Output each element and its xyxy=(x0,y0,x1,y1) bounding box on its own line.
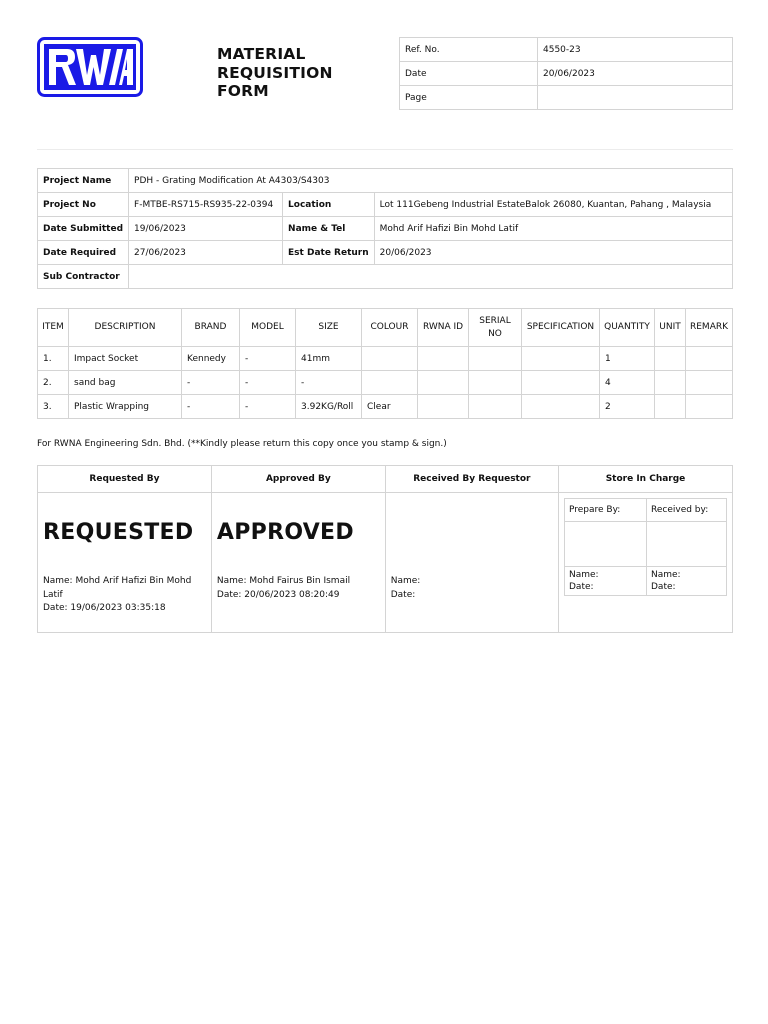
cell-remark xyxy=(686,395,733,419)
col-specification: SPECIFICATION xyxy=(522,309,600,347)
cell-item: 1. xyxy=(38,347,69,371)
store-table xyxy=(564,498,727,596)
prepare-by-label: Prepare By: xyxy=(565,499,647,522)
requested-info xyxy=(38,572,212,633)
date-required-value: 27/06/2023 xyxy=(129,241,283,265)
cell-size: 41mm xyxy=(296,347,362,371)
date-submitted-row xyxy=(38,217,733,241)
project-no-row xyxy=(38,193,733,217)
approved-name: Name: Mohd Fairus Bin Ismail xyxy=(216,576,351,586)
date-value: 20/06/2023 xyxy=(538,62,733,86)
cell-brand: - xyxy=(182,371,240,395)
received-by-details xyxy=(647,567,727,596)
date-label: Date xyxy=(400,62,538,86)
prepare-by-signature xyxy=(565,522,647,567)
received-info xyxy=(385,572,558,633)
page-row xyxy=(400,86,733,110)
cell-quantity: 1 xyxy=(600,347,655,371)
name-tel-value: Mohd Arif Hafizi Bin Mohd Latif xyxy=(374,217,732,241)
cell-brand: Kennedy xyxy=(182,347,240,371)
cell-remark xyxy=(686,347,733,371)
stamp-row xyxy=(38,493,733,573)
store-received-date: Date: xyxy=(651,582,676,592)
divider xyxy=(37,149,733,150)
col-brand: BRAND xyxy=(182,309,240,347)
form-title xyxy=(217,45,333,101)
sub-contractor-label: Sub Contractor xyxy=(38,265,129,289)
cell-specification xyxy=(522,347,600,371)
cell-item: 3. xyxy=(38,395,69,419)
approved-stamp: APPROVED xyxy=(211,493,385,573)
col-remark: REMARK xyxy=(686,309,733,347)
received-name: Name: xyxy=(390,576,421,586)
cell-quantity: 4 xyxy=(600,371,655,395)
ref-no-label: Ref. No. xyxy=(400,38,538,62)
cell-unit xyxy=(655,371,686,395)
cell-description: Plastic Wrapping xyxy=(69,395,182,419)
table-row xyxy=(38,347,733,371)
col-unit: UNIT xyxy=(655,309,686,347)
cell-unit xyxy=(655,347,686,371)
cell-serial-no xyxy=(469,347,522,371)
cell-model: - xyxy=(240,347,296,371)
location-value: Lot 111Gebeng Industrial EstateBalok 26080, Kuantan, Pahang , Malaysia xyxy=(374,193,732,217)
col-item: ITEM xyxy=(38,309,69,347)
cell-unit xyxy=(655,395,686,419)
cell-specification xyxy=(522,395,600,419)
company-logo xyxy=(37,37,143,97)
cell-serial-no xyxy=(469,395,522,419)
store-cell xyxy=(559,493,733,633)
cell-model: - xyxy=(240,395,296,419)
requested-by-header: Requested By xyxy=(38,466,212,493)
col-rwna-id: RWNA ID xyxy=(418,309,469,347)
store-header: Store In Charge xyxy=(559,466,733,493)
project-name-label: Project Name xyxy=(38,169,129,193)
date-row xyxy=(400,62,733,86)
signature-table xyxy=(37,465,733,633)
title-line-3: FORM xyxy=(217,82,269,100)
cell-brand: - xyxy=(182,395,240,419)
cell-model: - xyxy=(240,371,296,395)
ref-no-row xyxy=(400,38,733,62)
col-colour: COLOUR xyxy=(362,309,418,347)
cell-description: Impact Socket xyxy=(69,347,182,371)
approved-by-header: Approved By xyxy=(211,466,385,493)
title-line-2: REQUISITION xyxy=(217,63,333,82)
project-name-value: PDH - Grating Modification At A4303/S4303 xyxy=(129,169,733,193)
est-return-value: 20/06/2023 xyxy=(374,241,732,265)
requested-stamp: REQUESTED xyxy=(38,493,212,573)
store-received-name: Name: xyxy=(651,570,681,580)
return-note: For RWNA Engineering Sdn. Bhd. (**Kindly please return this copy once you stamp & sign.) xyxy=(37,439,447,449)
received-by-header: Received By Requestor xyxy=(385,466,558,493)
items-table xyxy=(37,308,733,419)
cell-item: 2. xyxy=(38,371,69,395)
approved-info xyxy=(211,572,385,633)
name-tel-label: Name & Tel xyxy=(283,217,375,241)
location-label: Location xyxy=(283,193,375,217)
date-submitted-label: Date Submitted xyxy=(38,217,129,241)
cell-size: 3.92KG/Roll xyxy=(296,395,362,419)
prepare-by-details xyxy=(565,567,647,596)
prepare-name: Name: xyxy=(569,570,599,580)
sub-contractor-value xyxy=(129,265,733,289)
signature-header-row xyxy=(38,466,733,493)
approved-date: Date: 20/06/2023 08:20:49 xyxy=(216,589,340,600)
cell-colour: Clear xyxy=(362,395,418,419)
col-size: SIZE xyxy=(296,309,362,347)
project-name-row xyxy=(38,169,733,193)
ref-no-value: 4550-23 xyxy=(538,38,733,62)
cell-remark xyxy=(686,371,733,395)
received-by-label: Received by: xyxy=(647,499,727,522)
items-header-row xyxy=(38,309,733,347)
cell-size: - xyxy=(296,371,362,395)
cell-serial-no xyxy=(469,371,522,395)
cell-rwna-id xyxy=(418,395,469,419)
project-no-label: Project No xyxy=(38,193,129,217)
date-required-label: Date Required xyxy=(38,241,129,265)
col-quantity: QUANTITY xyxy=(600,309,655,347)
cell-rwna-id xyxy=(418,371,469,395)
sub-contractor-row xyxy=(38,265,733,289)
cell-quantity: 2 xyxy=(600,395,655,419)
col-description: DESCRIPTION xyxy=(69,309,182,347)
table-row xyxy=(38,371,733,395)
table-row xyxy=(38,395,733,419)
project-info-table xyxy=(37,168,733,289)
page-value xyxy=(538,86,733,110)
requested-name: Name: Mohd Arif Hafizi Bin Mohd Latif xyxy=(43,576,192,600)
col-model: MODEL xyxy=(240,309,296,347)
received-stamp xyxy=(385,493,558,573)
received-date: Date: xyxy=(390,589,416,600)
page-label: Page xyxy=(400,86,538,110)
cell-description: sand bag xyxy=(69,371,182,395)
title-line-1: MATERIAL xyxy=(217,45,306,63)
reference-table xyxy=(399,37,733,110)
cell-colour xyxy=(362,371,418,395)
received-by-signature xyxy=(647,522,727,567)
cell-colour xyxy=(362,347,418,371)
prepare-date: Date: xyxy=(569,582,594,592)
col-serial-no: SERIAL NO xyxy=(469,309,522,347)
requested-date: Date: 19/06/2023 03:35:18 xyxy=(43,603,166,613)
date-required-row xyxy=(38,241,733,265)
cell-specification xyxy=(522,371,600,395)
est-return-label: Est Date Return xyxy=(283,241,375,265)
cell-rwna-id xyxy=(418,347,469,371)
project-no-value: F-MTBE-RS715-RS935-22-0394 xyxy=(129,193,283,217)
date-submitted-value: 19/06/2023 xyxy=(129,217,283,241)
